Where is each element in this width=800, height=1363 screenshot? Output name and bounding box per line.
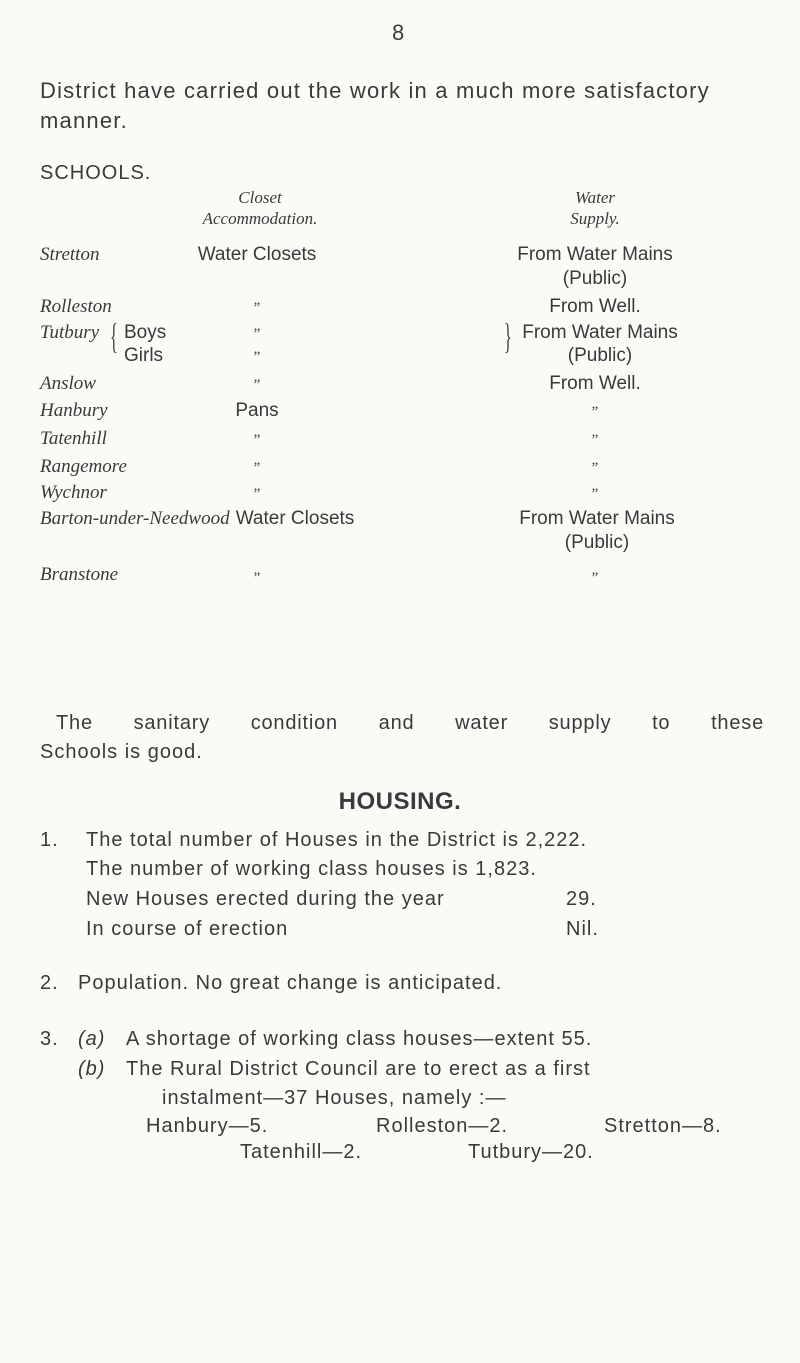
item-1-line-2: The number of working class houses is 1,823.: [86, 858, 537, 880]
tutbury-sub-girls: Girls: [124, 345, 164, 366]
closet-rolleston-ditto: ”: [253, 300, 261, 316]
item-1-number: 1.: [40, 829, 59, 851]
closet-hanbury: Pans: [235, 400, 279, 421]
alloc-tatenhill: Tatenhill—2.: [240, 1141, 363, 1163]
water-barton-public: (Public): [564, 532, 630, 553]
intro-line-2: manner.: [40, 108, 128, 133]
school-name-tutbury: Tutbury: [40, 322, 100, 343]
school-name-rangemore: Rangemore: [40, 456, 127, 477]
water-barton: From Water Mains: [519, 508, 675, 529]
water-tutbury-public: (Public): [567, 345, 633, 366]
sanitary-line-1: The sanitary condition and water supply to these: [56, 712, 764, 734]
closet-tutbury-boys-ditto: ”: [253, 326, 261, 342]
schools-heading: SCHOOLS.: [40, 162, 152, 184]
water-stretton: From Water Mains: [517, 244, 673, 265]
school-name-wychnor: Wychnor: [40, 482, 107, 503]
water-branstone-ditto: ”: [591, 570, 599, 586]
school-name-hanbury: Hanbury: [40, 400, 108, 421]
item-3b-line-2: instalment—37 Houses, namely :—: [162, 1087, 507, 1109]
water-tatenhill-ditto: ”: [591, 432, 599, 448]
closet-anslow-ditto: ”: [253, 377, 261, 393]
school-name-anslow: Anslow: [40, 373, 96, 394]
item-1-new-houses-label: New Houses erected during the year: [86, 888, 445, 910]
item-1-in-course-value: Nil.: [566, 918, 599, 940]
closet-tutbury-girls-ditto: ”: [253, 349, 261, 365]
water-wychnor-ditto: ”: [591, 486, 599, 502]
item-3-number: 3.: [40, 1028, 59, 1050]
school-name-barton-under-needwood: Barton-under-Needwood: [40, 508, 230, 529]
water-header-line-2: Supply.: [570, 209, 620, 228]
alloc-stretton: Stretton—8.: [604, 1115, 722, 1137]
item-3a-label: (a): [78, 1028, 106, 1050]
closet-wychnor-ditto: ”: [253, 486, 261, 502]
water-rangemore-ditto: ”: [591, 460, 599, 476]
water-header-line-1: Water: [575, 188, 615, 207]
tutbury-left-brace: {: [110, 316, 118, 356]
closet-branstone-ditto: ”: [253, 570, 261, 586]
school-name-rolleston: Rolleston: [40, 296, 112, 317]
alloc-hanbury: Hanbury—5.: [146, 1115, 269, 1137]
school-name-branstone: Branstone: [40, 564, 119, 585]
closet-barton: Water Closets: [235, 508, 355, 529]
tutbury-right-brace: }: [504, 316, 512, 356]
item-3b-label: (b): [78, 1058, 106, 1080]
sanitary-line-2: Schools is good.: [40, 741, 203, 763]
closet-header-line-2: Accommodation.: [202, 209, 318, 228]
housing-heading: HOUSING.: [338, 788, 462, 815]
page-number: 8: [392, 20, 405, 45]
item-1-in-course-label: In course of erection: [86, 918, 289, 940]
closet-rangemore-ditto: ”: [253, 460, 261, 476]
closet-header-line-1: Closet: [238, 188, 282, 207]
school-name-tatenhill: Tatenhill: [40, 428, 107, 449]
water-stretton-public: (Public): [562, 268, 628, 289]
school-name-stretton: Stretton: [40, 244, 100, 265]
alloc-tutbury: Tutbury—20.: [468, 1141, 594, 1163]
item-1-line-1: The total number of Houses in the District is 2,222.: [86, 829, 588, 851]
item-1-new-houses-value: 29.: [566, 888, 597, 910]
closet-tatenhill-ditto: ”: [253, 432, 261, 448]
water-rolleston: From Well.: [549, 296, 641, 317]
alloc-rolleston: Rolleston—2.: [376, 1115, 509, 1137]
closet-stretton: Water Closets: [197, 244, 317, 265]
item-2-number: 2.: [40, 972, 59, 994]
water-tutbury: From Water Mains: [522, 322, 678, 343]
intro-line-1: District have carried out the work in a much more satisfactory: [40, 78, 710, 103]
water-anslow: From Well.: [549, 373, 641, 394]
item-3b-line-1: The Rural District Council are to erect as a first: [126, 1058, 591, 1080]
item-2-text: Population. No great change is anticipated.: [78, 972, 503, 994]
tutbury-sub-boys: Boys: [124, 322, 167, 343]
item-3a-text: A shortage of working class houses—extent 55.: [126, 1028, 593, 1050]
water-hanbury-ditto: ”: [591, 404, 599, 420]
